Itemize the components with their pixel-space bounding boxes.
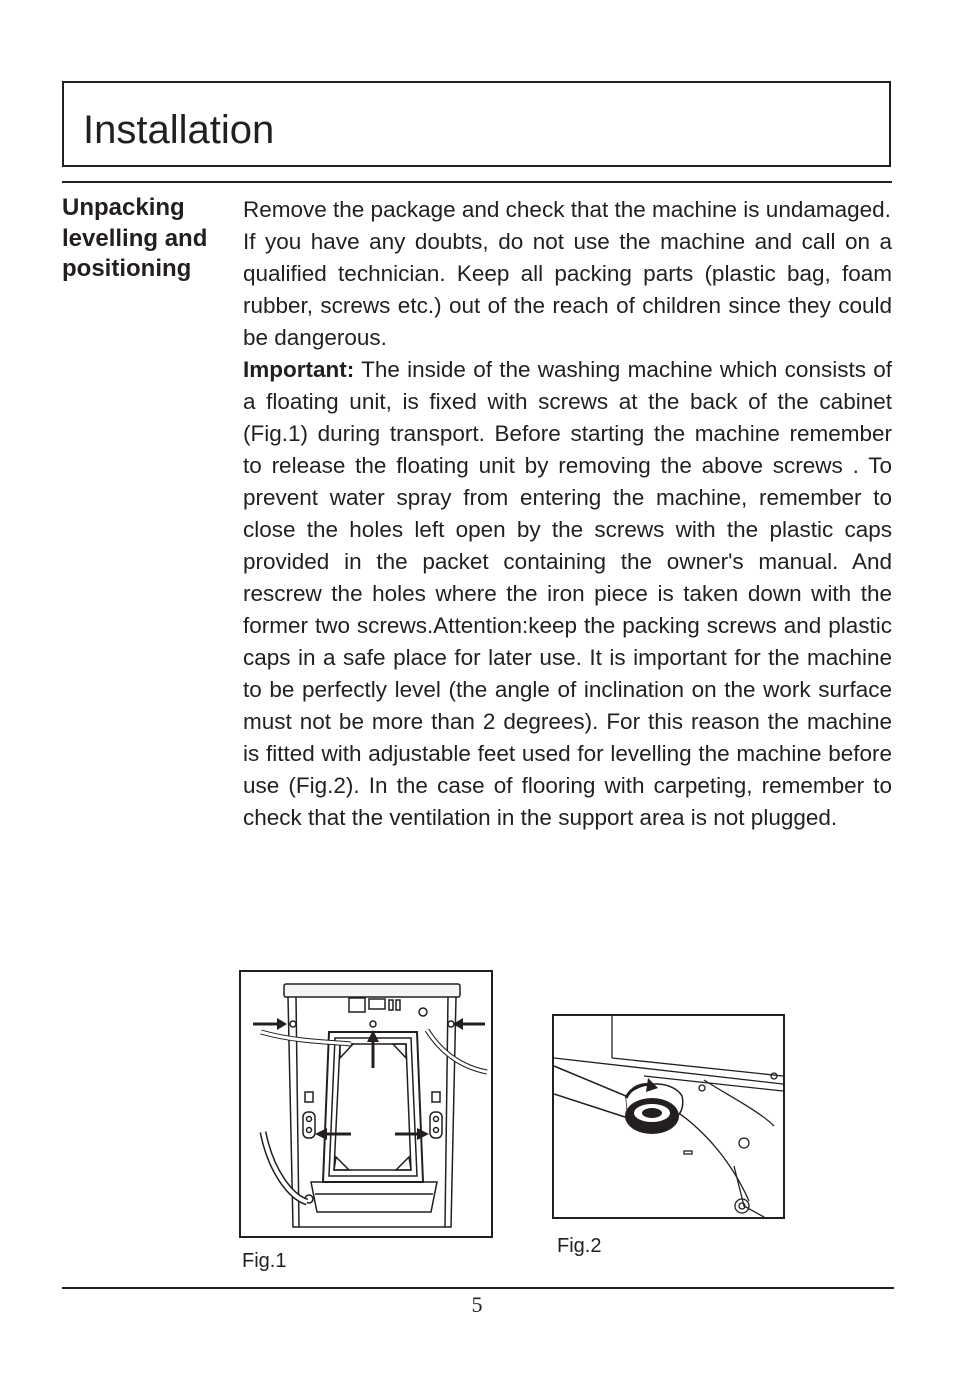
figure-1-rear-view [239, 970, 493, 1238]
paragraph-important [243, 354, 892, 834]
washing-machine-rear-illustration [241, 972, 491, 1236]
bottom-divider [62, 1287, 894, 1289]
paragraph-remove-package: Remove the package and check that the machine is undamaged. [243, 197, 891, 222]
figure-2-levelling-foot [552, 1014, 785, 1219]
section-heading: Unpacking levelling and positioning [62, 194, 208, 282]
page-number: 5 [471, 1292, 483, 1317]
important-text: The inside of the washing machine which consists of a floating unit, is fixed with screws at the back of the cabinet (Fig.1) during transport. Before starting the machine remember to release the floating unit by removing the above screws . To prevent water spray from entering the machine, remember to close the holes left open by the screws with the plastic caps provided in the packet containing the owner's manual. And rescrew the holes where the iron piece is taken down with the former two screws.Attention:keep the packing screws and plastic caps in a safe place for later use. It is important for the machine to be perfectly level (the angle of inclination on the work surface must not be more than 2 degrees). For this reason the machine is fitted with adjustable feet used for levelling the machine before use (Fig.2). In the case of flooring with carpeting, remember to check that the ventilation in the support area is not plugged. [243, 357, 892, 830]
levelling-foot-illustration [554, 1016, 783, 1217]
page-title-box [62, 81, 891, 167]
section-body [243, 194, 892, 834]
important-label: Important: [243, 357, 355, 382]
figure-1-caption: Fig.1 [242, 1250, 287, 1272]
paragraph-doubts: If you have any doubts, do not use the machine and call on a qualified technician. Keep all packing parts (plastic bag, foam rubber, screws etc.) out of the reach of children since they could be dangerous. [243, 229, 892, 350]
top-divider [62, 181, 892, 183]
page-title: Installation [83, 108, 275, 152]
figure-2-caption: Fig.2 [557, 1235, 602, 1257]
